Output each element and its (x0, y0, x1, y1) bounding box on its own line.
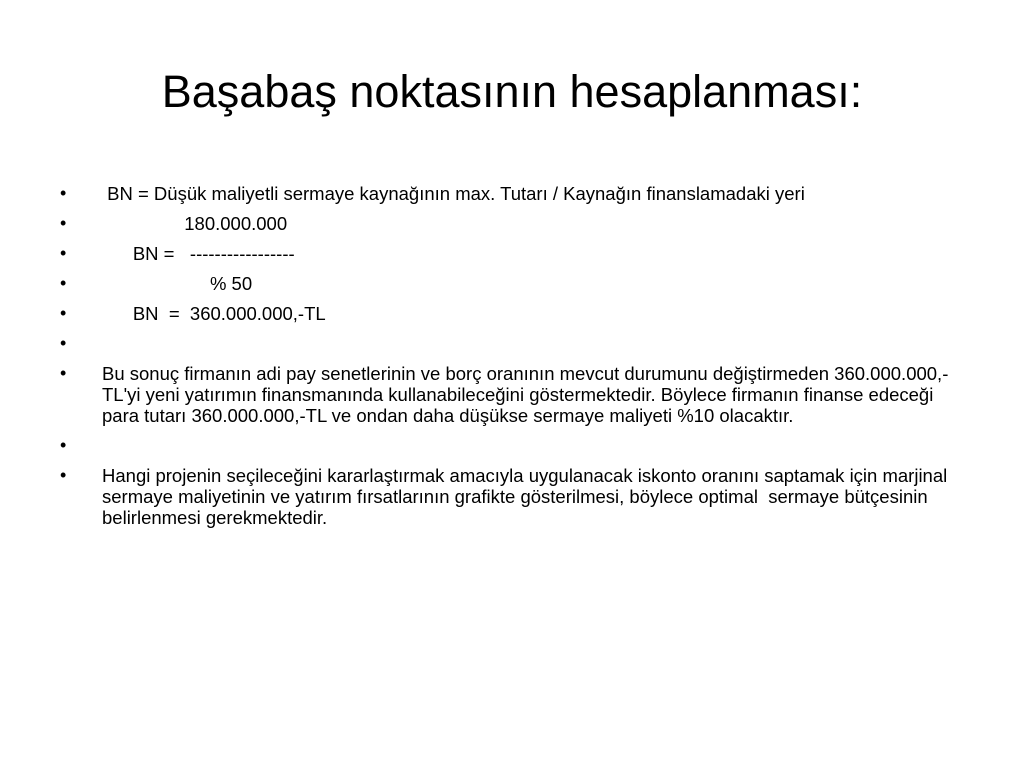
bullet-icon: • (60, 333, 67, 353)
list-item (58, 273, 958, 294)
list-item-text: BN = Düşük maliyetli sermaye kaynağının max. Tutarı / Kaynağın finanslamadaki yeri (102, 183, 805, 204)
bullet-icon: • (60, 465, 67, 485)
list-item (58, 333, 958, 354)
list-item (58, 303, 958, 324)
list-item (58, 213, 958, 234)
bullet-icon: • (60, 183, 67, 203)
bullet-icon: • (60, 243, 67, 263)
list-item (58, 243, 958, 264)
list-item (58, 183, 958, 204)
bullet-icon: • (60, 273, 67, 293)
bullet-icon: • (60, 435, 67, 455)
list-item-text (102, 435, 958, 456)
list-item-text: Bu sonuç firmanın adi pay senetlerinin ve borç oranının mevcut durumunu değiştirmeden 360.000.000,-TL'yi yeni yatırımın finansmanında kullanabileceğini göstermektedir. Böylece firmanın finanse edeceği para tutarı 360.000.000,-TL ve ondan daha düşükse sermaye maliyeti %10 olacaktır. (102, 363, 949, 426)
list-item-text: 180.000.000 (102, 213, 288, 234)
bullet-icon: • (60, 363, 67, 383)
list-item (58, 363, 958, 426)
slide-title: Başabaş noktasının hesaplanması: (161, 66, 863, 117)
list-item-text: % 50 (102, 273, 253, 294)
list-item-text: BN = 360.000.000,-TL (102, 303, 326, 324)
list-item (58, 435, 958, 456)
list-item-text: BN = ----------------- (102, 243, 295, 264)
bullet-icon: • (60, 213, 67, 233)
list-item-text: Hangi projenin seçileceğini kararlaştırmak amacıyla uygulanacak iskonto oranını saptamak için marjinal sermaye maliyetinin ve yatırım fırsatlarının grafikte gösterilmesi, böylece optimal sermaye bütçesinin belirlenmesi gerekmektedir. (102, 465, 953, 528)
list-item (58, 465, 958, 528)
bullet-list (58, 183, 958, 537)
bullet-icon: • (60, 303, 67, 323)
list-item-text (102, 333, 958, 354)
